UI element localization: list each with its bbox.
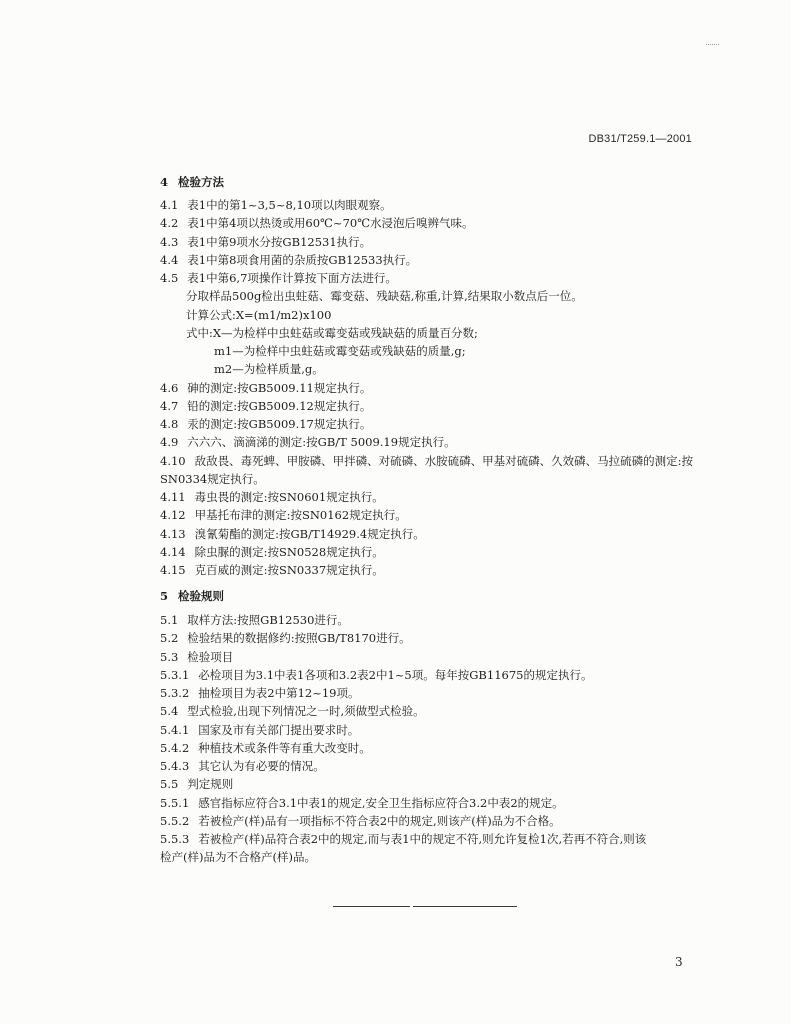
clause-number: 4.1 — [160, 198, 179, 212]
method-where: 式中:X—为检样中虫蛀菇或霉变菇或残缺菇的质量百分数; — [186, 325, 478, 340]
clause-4-3 — [160, 233, 720, 251]
clause-text: 感官指标应符合3.1中表1的规定,安全卫生指标应符合3.2中表2的规定。 — [198, 795, 564, 810]
clause-number: 4.7 — [160, 398, 179, 413]
clause-number: 5.4.1 — [160, 722, 190, 737]
clause-text: 取样方法:按照GB12530进行。 — [187, 613, 349, 627]
clause-number: 5.5 — [160, 777, 179, 792]
clause-number: 5.3.1 — [160, 667, 190, 682]
clause-number: 4.12 — [160, 508, 186, 523]
section-number: 4 — [160, 175, 169, 189]
clause-number: 4.14 — [160, 544, 186, 559]
clause-text: 甲基托布津的测定:按SN0162规定执行。 — [194, 508, 407, 523]
clause-number: 5.4 — [160, 704, 179, 719]
clause-4-10 — [160, 452, 720, 470]
clause-number: 4.3 — [160, 234, 179, 249]
clause-number: 5.3.2 — [160, 686, 190, 700]
clause-5-4-2 — [160, 739, 720, 757]
clause-5-5-3 — [160, 830, 720, 848]
clause-text: 除虫脲的测定:按SN0528规定执行。 — [194, 544, 384, 559]
method-sampling: 分取样品500g检出虫蛀菇、霉变菇、残缺菇,称重,计算,结果取小数点后一位。 — [186, 289, 583, 304]
clause-text: 检验项目 — [187, 649, 234, 664]
standard-number: DB31/T259.1—2001 — [588, 133, 692, 145]
clause-5-3-2 — [160, 684, 720, 702]
section-inspection-methods — [160, 173, 720, 579]
clause-4-14 — [160, 543, 720, 561]
clause-text: 表1中第4项以热烫或用60℃~70℃水浸泡后嗅辨气味。 — [187, 216, 474, 231]
clause-4-8 — [160, 415, 720, 433]
section-inspection-rules — [160, 587, 720, 867]
clause-text: 毒虫畏的测定:按SN0601规定执行。 — [194, 490, 384, 504]
clause-text: 表1中的第1~3,5~8,10项以肉眼观察。 — [187, 198, 392, 212]
clause-text: 若被检产(样)品符合表2中的规定,而与表1中的规定不符,则允许复检1次,若再不符合,则该 — [198, 832, 647, 846]
clause-4-6 — [160, 379, 720, 397]
clause-5-5-1 — [160, 794, 720, 812]
clause-number: 4.6 — [160, 380, 179, 395]
clause-4-13 — [160, 525, 720, 543]
section-heading — [160, 173, 720, 191]
clause-4-15 — [160, 561, 720, 579]
clause-number: 4.2 — [160, 216, 179, 231]
clause-number: 5.4.2 — [160, 740, 190, 755]
clause-text: 敌敌畏、毒死蜱、甲胺磷、甲拌磷、对硫磷、水胺硫磷、甲基对硫磷、久效磷、马拉硫磷的测定:按 — [194, 453, 693, 468]
clause-text: 铅的测定:按GB5009.12规定执行。 — [187, 398, 372, 413]
clause-text: 必检项目为3.1中表1各项和3.2表2中1~5项。每年按GB11675的规定执行。 — [198, 667, 593, 682]
clause-5-4-1 — [160, 721, 720, 739]
clause-5-3-1 — [160, 666, 720, 684]
clause-number: 4.13 — [160, 526, 186, 541]
clause-number: 4.8 — [160, 417, 179, 431]
clause-4-12 — [160, 506, 720, 524]
clause-5-4-3 — [160, 757, 720, 775]
clause-number: 5.2 — [160, 631, 179, 646]
clause-number: 5.3 — [160, 649, 179, 664]
clause-5-5-3-continuation: 检产(样)品为不合格产(样)品。 — [160, 850, 316, 865]
end-rule-left — [333, 906, 410, 907]
clause-5-4 — [160, 702, 720, 720]
clause-5-5-2 — [160, 812, 720, 830]
clause-text: 判定规则 — [187, 777, 234, 792]
clause-4-7 — [160, 397, 720, 415]
clause-5-2 — [160, 629, 720, 647]
clause-text: 国家及市有关部门提出要求时。 — [198, 722, 360, 737]
clause-text: 表1中第9项水分按GB12531执行。 — [187, 234, 372, 249]
clause-5-5 — [160, 775, 720, 793]
clause-number: 5.4.3 — [160, 759, 190, 773]
method-m1: m1—为检样中虫蛀菇或霉变菇或残缺菇的质量,g; — [214, 344, 466, 358]
clause-text: 检验结果的数据修约:按照GB/T8170进行。 — [187, 631, 411, 646]
clause-text: 六六六、滴滴涕的测定:按GB/T 5009.19规定执行。 — [187, 435, 456, 450]
clause-number: 5.5.2 — [160, 813, 190, 828]
section-number: 5 — [160, 589, 169, 603]
clause-text: 若被检产(样)品有一项指标不符合表2中的规定,则该产(样)品为不合格。 — [198, 813, 561, 828]
clause-text: 汞的测定:按GB5009.17规定执行。 — [187, 417, 372, 431]
clause-text: 其它认为有必要的情况。 — [198, 759, 325, 773]
section-heading — [160, 587, 720, 605]
clause-text: 表1中第6,7项操作计算按下面方法进行。 — [187, 271, 397, 285]
clause-5-1 — [160, 611, 720, 629]
section-title: 检验方法 — [178, 175, 225, 189]
clause-number: 4.10 — [160, 453, 186, 468]
clause-text: 溴氰菊酯的测定:按GB/T14929.4规定执行。 — [194, 526, 425, 541]
clause-4-4 — [160, 251, 720, 269]
method-formula: 计算公式:X=(m1/m2)x100 — [186, 307, 332, 322]
clause-number: 5.5.3 — [160, 832, 190, 846]
clause-number: 4.5 — [160, 271, 179, 285]
clause-text: 砷的测定:按GB5009.11规定执行。 — [187, 380, 372, 395]
page-number: 3 — [675, 955, 683, 969]
clause-number: 4.15 — [160, 563, 186, 577]
clause-text: 型式检验,出现下列情况之一时,须做型式检验。 — [187, 704, 425, 719]
clause-number: 4.9 — [160, 435, 179, 450]
clause-text: 表1中第8项食用菌的杂质按GB12533执行。 — [187, 252, 418, 267]
clause-number: 4.4 — [160, 252, 179, 267]
clause-4-10-continuation: SN0334规定执行。 — [160, 471, 265, 486]
clause-text: 种植技术或条件等有重大改变时。 — [198, 740, 371, 755]
clause-4-9 — [160, 433, 720, 451]
clause-text: 抽检项目为表2中第12~19项。 — [198, 686, 360, 700]
clause-5-3 — [160, 648, 720, 666]
clause-4-11 — [160, 488, 720, 506]
clause-number: 5.1 — [160, 613, 179, 627]
clause-text: 克百威的测定:按SN0337规定执行。 — [194, 563, 384, 577]
section-title: 检验规则 — [178, 589, 225, 603]
scan-corner-mark — [706, 44, 719, 45]
clause-4-2 — [160, 214, 720, 232]
end-rule-right — [413, 906, 517, 907]
clause-number: 5.5.1 — [160, 795, 190, 810]
method-m2: m2—为检样质量,g。 — [214, 362, 324, 377]
clause-number: 4.11 — [160, 490, 186, 504]
clause-4-1 — [160, 196, 720, 214]
clause-4-5 — [160, 269, 720, 287]
